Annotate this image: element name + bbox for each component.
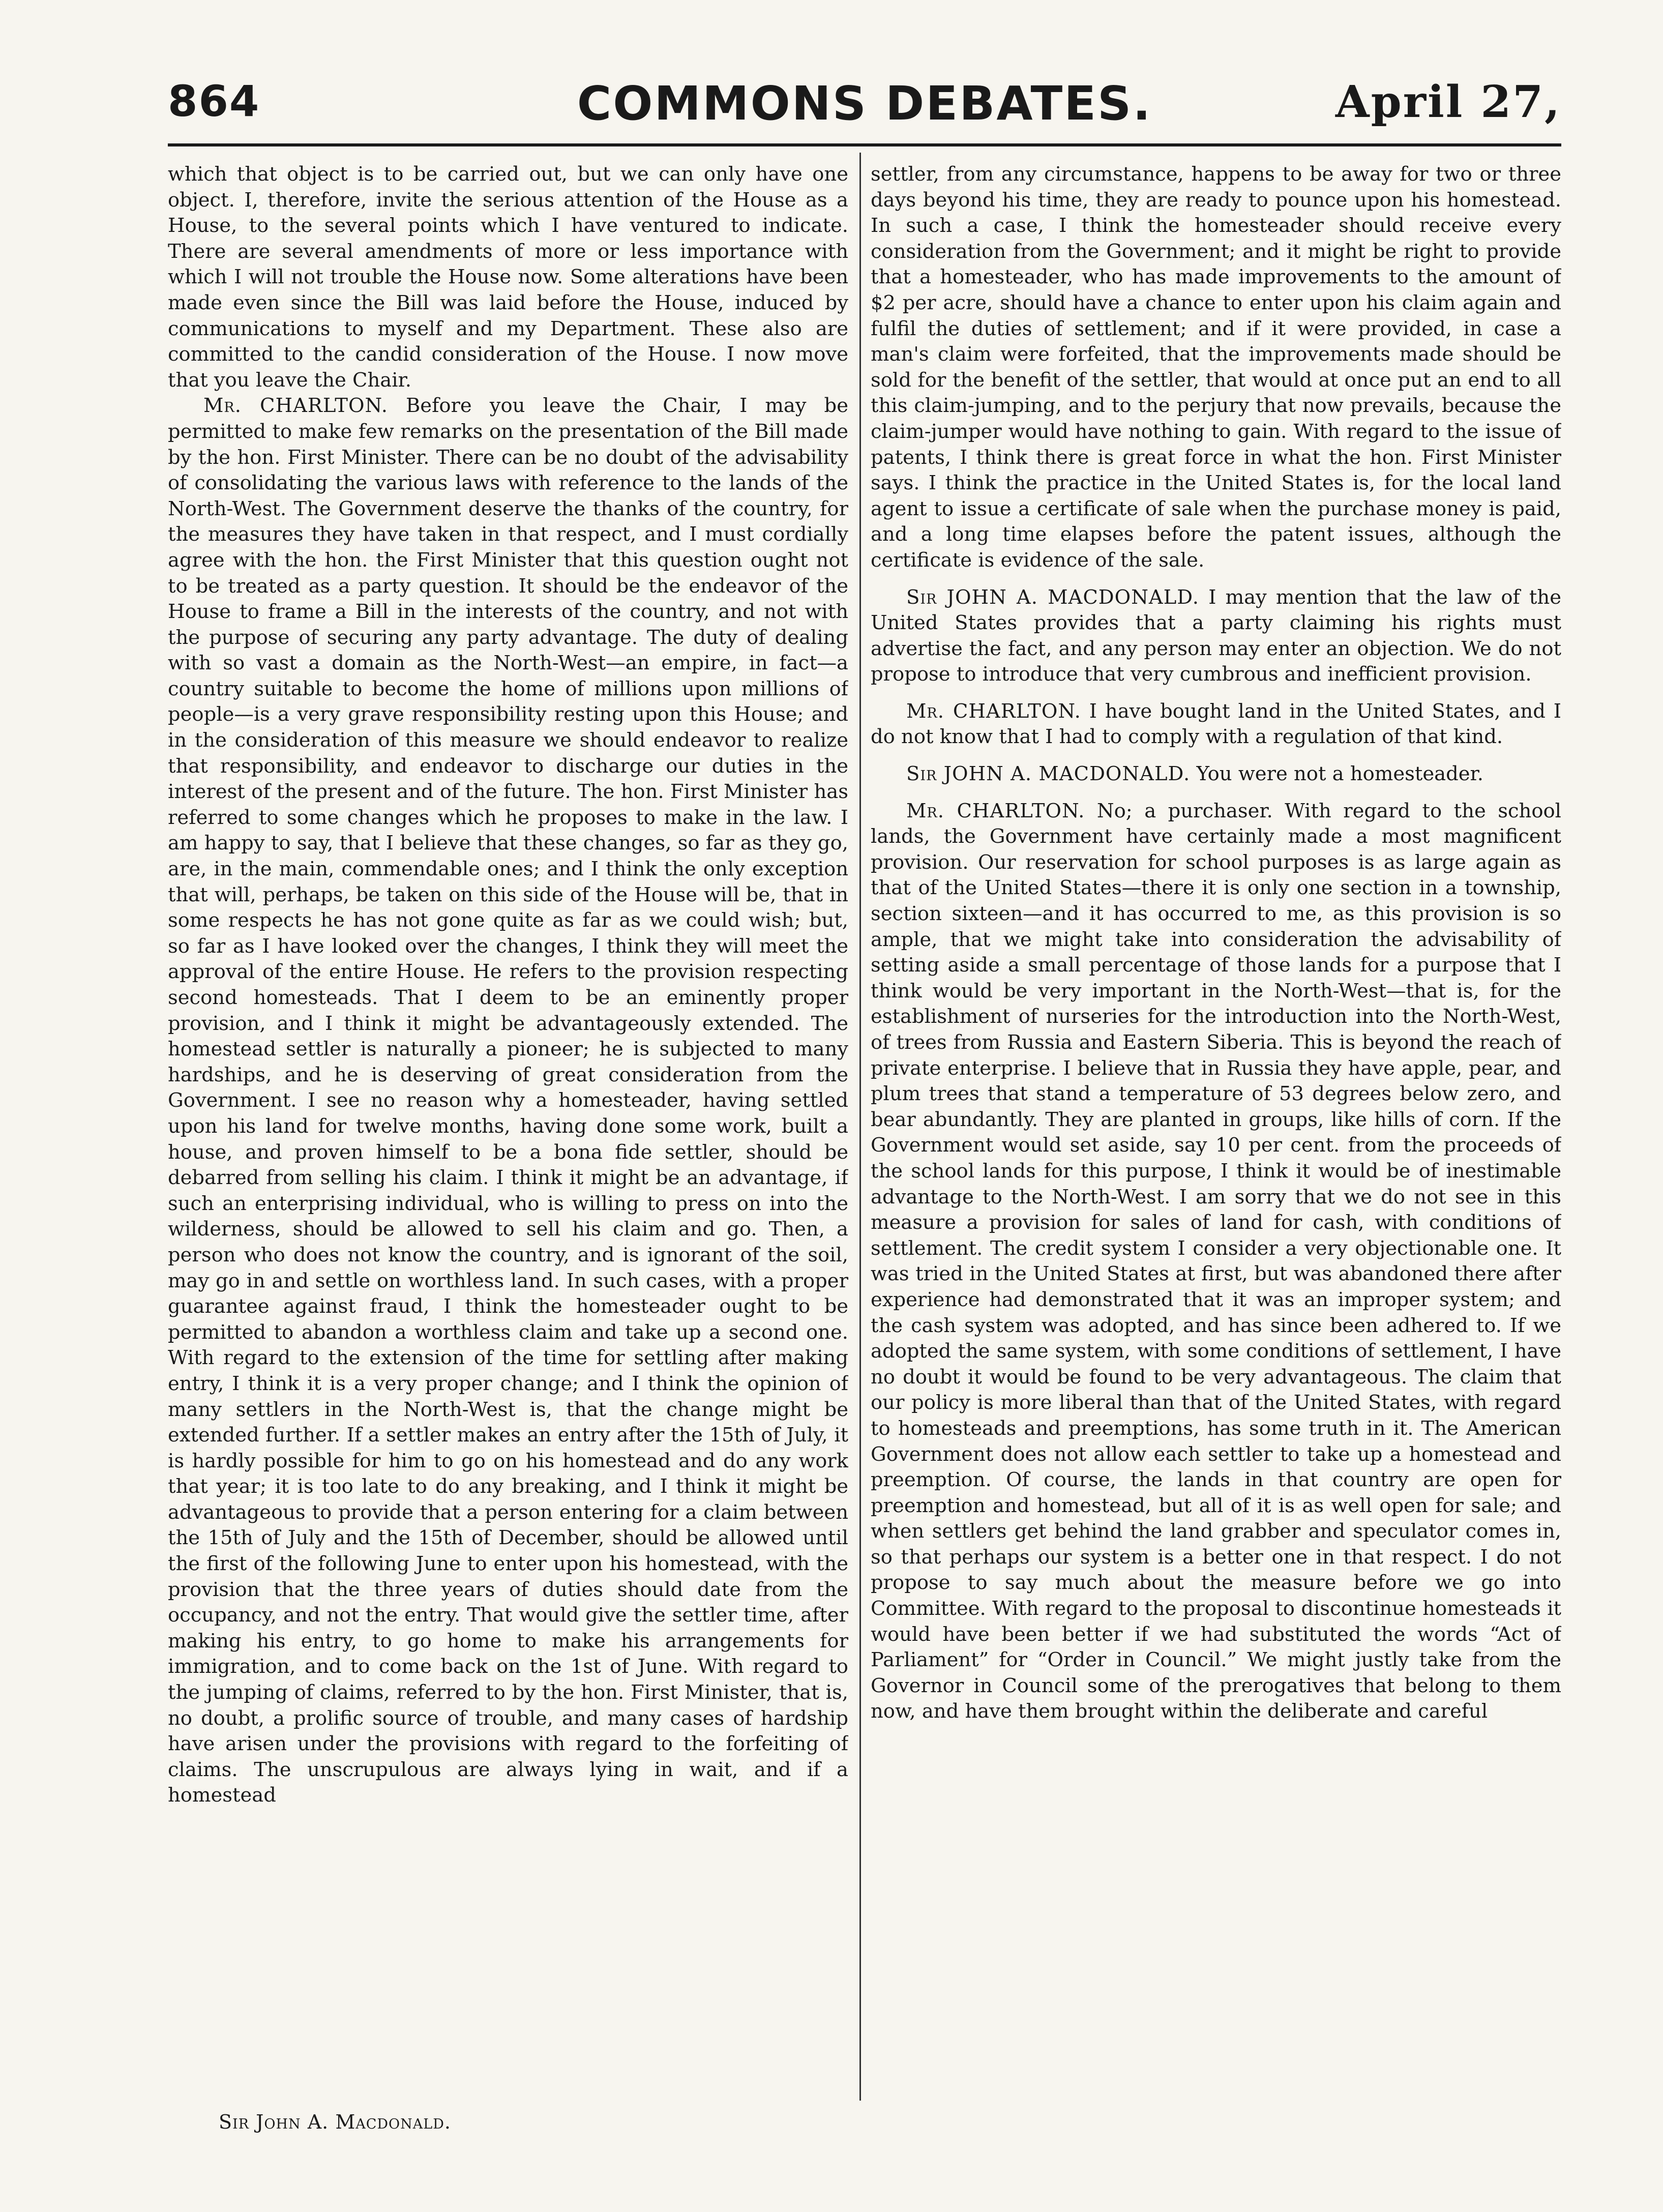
column-divider [859, 153, 861, 2101]
speaker-name: Mr. CHARLTON. [203, 394, 388, 418]
paragraph [871, 761, 1561, 787]
paragraph-text: I have bought land in the United States, and I do not know that I had to comply with a regulation of that kind. [871, 699, 1561, 749]
paragraph-text: I may mention that the law of the United States provides that a party claiming his rights must advertise the fact, and any person may enter an objection. We do not propose to introduce that very cumbrous and inefficient provision. [871, 585, 1561, 686]
header-rule [168, 143, 1561, 146]
speaker-name: Mr. CHARLTON. [906, 699, 1081, 723]
paragraph [871, 585, 1561, 688]
paragraph [871, 799, 1561, 1725]
speaker-name: Mr. CHARLTON. [906, 799, 1085, 822]
page-number: 864 [168, 76, 260, 126]
paragraph: settler, from any circumstance, happens to be away for two or three days beyond his time, they are ready to pounce upon his homestead. In such a case, I think the homesteader should receive every consideration from the Government; and it might be right to provide that a homesteader, who has made improvements to the amount of $2 per acre, should have a chance to enter upon his claim again and fulfil the duties of settlement; and if it were provided, in case a man's claim were forfeited, that the improvements made should be sold for the benefit of the settler, that would at once put an end to all this claim-jumping, and to the perjury that now prevails, because the claim-jumper would have nothing to gain. With regard to the issue of patents, I think there is great force in what the hon. First Minister says. I think the practice in the United States is, for the local land agent to issue a certificate of sale when the purchase money is paid, and a long time elapses before the patent issues, although the certificate is evidence of the sale. [871, 163, 1561, 572]
paragraph-text: Before you leave the Chair, I may be permitted to make few remarks on the presentation of the Bill made by the hon. First Minister. There can be no doubt of the advisability of consolidating the various laws with reference to the lands of the North-West. The Government deserve the thanks of the country, for the measures they have taken in that respect, and I must cordially agree with the hon. the First Minister that this question ought not to be treated as a party question. It should be the endeavor of the House to frame a Bill in the interests of the country, and not with the purpose of securing any party advantage. The duty of dealing with so vast a domain as the North-West—an empire, in fact—a country suitable to become the home of millions upon millions of people—is a very grave responsibility resting upon this House; and in the consideration of this measure we should endeavor to realize that responsibility, and endeavor to discharge our duties in the interest of the present and of the future. The hon. First Minister has referred to some changes which he proposes to make in the law. I am happy to say, that I believe that these changes, so far as they go, are, in the main, commendable ones; and I think the only exception that will, perhaps, be taken on this side of the House will be, that in some respects he has not gone quite as far as we could wish; but, so far as I have looked over the changes, I think they will meet the approval of the entire House. He refers to the provision respecting second homesteads. That I deem to be an eminently proper provision, and I think it might be advantageously extended. The homestead settler is naturally a pioneer; he is subjected to many hardships, and he is deserving of great consideration from the Government. I see no reason why a homesteader, having settled upon his land for twelve months, having done some work, built a house, and proven himself to be a bona fide settler, should be debarred from selling his claim. I think it might be an advantage, if such an enterprising individual, who is willing to press on into the wilderness, should be allowed to sell his claim and go. Then, a person who does not know the country, and is ignorant of the soil, may go in and settle on worthless land. In such cases, with a proper guarantee against fraud, I think the homesteader ought to be permitted to abandon a worthless claim and take up a second one. With regard to the extension of the time for settling after making entry, I think it is a very proper change; and I think the opinion of many settlers in the North-West is, that the change might be extended further. If a settler makes an entry after the 15th of July, it is hardly possible for him to go on his homestead and do any work that year; it is too late to do any breaking, and I think it might be advantageous to provide that a person entering for a claim between the 15th of July and the 15th of December, should be allowed until the first of the following June to enter upon his homestead, with the provision that the three years of duties should date from the occupancy, and not the entry. That would give the settler time, after making his entry, to go home to make his arrangements for immigration, and to come back on the 1st of June. With regard to the jumping of claims, referred to by the hon. First Minister, that is, no doubt, a prolific source of trouble, and many cases of hardship have arisen under the provisions with regard to the forfeiting of claims. The unscrupulous are always lying in wait, and if a homestead [168, 394, 848, 1807]
paragraph [168, 393, 848, 1809]
paragraph [871, 699, 1561, 750]
left-column [168, 162, 848, 2105]
paragraph: which that object is to be carried out, but we can only have one object. I, therefore, invite the serious attention of the House as a House, to the several points which I have ventured to indicate. There are several amendments of more or less importance with which I will not trouble the House now. Some alterations have been made even since the Bill was laid before the House, induced by communications to myself and my Department. These also are committed to the candid consideration of the House. I now move that you leave the Chair. [168, 163, 848, 392]
running-title: COMMONS DEBATES. [577, 76, 1152, 131]
speaker-name: Sir JOHN A. MACDONALD. [906, 762, 1191, 786]
header-date: April 27, [1335, 76, 1561, 128]
right-column [871, 162, 1561, 2105]
catchword: Sir John A. Macdonald. [219, 2111, 451, 2133]
page-header [168, 76, 1561, 142]
paragraph-text: No; a purchaser. With regard to the school lands, the Government have certainly made a most magnificent provision. Our reservation for school purposes is as large again as that of the United States—there it is only one section in a township, section sixteen—and it has occurred to me, as this provision is so ample, that we might take into consideration the advisability of setting aside a small percentage of those lands for a purpose that I think would be very important in the North-West—that is, for the establishment of nurseries for the introduction into the North-West, of trees from Russia and Eastern Siberia. This is beyond the reach of private enterprise. I believe that in Russia they have apple, pear, and plum trees that stand a temperature of 53 degrees below zero, and bear abundantly. They are planted in groups, like hills of corn. If the Government would set aside, say 10 per cent. from the proceeds of the school lands for this purpose, I think it would be of inestimable advantage to the North-West. I am sorry that we do not see in this measure a provision for sales of land for cash, with conditions of settlement. The credit system I consider a very objectionable one. It was tried in the United States at first, but was abandoned there after experience had demonstrated that it was an improper system; and the cash system was adopted, and has since been adhered to. If we adopted the same system, with some conditions of settlement, I have no doubt it would be found to be very advantageous. The claim that our policy is more liberal than that of the United States, with regard to homesteads and preemptions, has some truth in it. The American Government does not allow each settler to take up a homestead and preemption. Of course, the lands in that country are open for preemption and homestead, but all of it is as well open for sale; and when settlers get behind the land grabber and speculator comes in, so that perhaps our system is a better one in that respect. I do not propose to say much about the measure before we go into Committee. With regard to the proposal to discontinue homesteads it would have been better if we had substituted the words “Act of Parliament” for “Order in Council.” We might justly take from the Governor in Council some of the prerogatives that belong to them now, and have them brought within the deliberate and careful [871, 799, 1561, 1723]
speaker-name: Sir JOHN A. MACDONALD. [906, 585, 1200, 609]
paragraph-text: You were not a homesteader. [1196, 762, 1483, 786]
